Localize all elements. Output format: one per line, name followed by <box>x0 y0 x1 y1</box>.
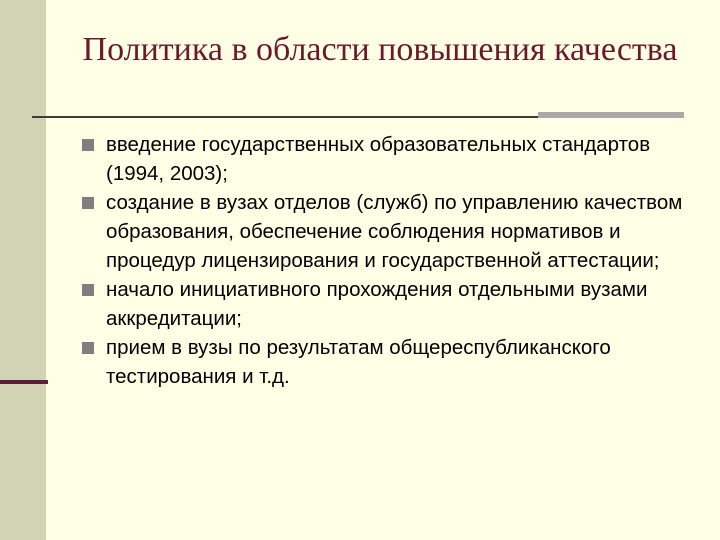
title-divider-accent <box>538 112 684 118</box>
bullet-list <box>82 130 702 391</box>
left-side-band <box>0 0 46 540</box>
square-bullet-icon <box>82 197 94 209</box>
bullet-item <box>82 130 702 188</box>
square-bullet-icon <box>82 342 94 354</box>
side-accent-line <box>0 380 48 384</box>
bullet-item <box>82 333 702 391</box>
square-bullet-icon <box>82 139 94 151</box>
slide-title: Политика в области повышения качества <box>82 31 678 68</box>
bullet-text: начало инициативного прохождения отдельными вузами аккредитации; <box>106 278 648 330</box>
bullet-item <box>82 275 702 333</box>
bullet-item <box>82 188 702 275</box>
square-bullet-icon <box>82 284 94 296</box>
bullet-text: прием в вузы по результатам общереспубликанского тестирования и т.д. <box>106 336 611 388</box>
bullet-text: создание в вузах отделов (служб) по управлению качеством образования, обеспечение соблюдения нормативов и процедур лицензирования и государственной аттестации; <box>106 191 683 272</box>
title-divider <box>32 116 570 118</box>
bullet-text: введение государственных образовательных стандартов (1994, 2003); <box>106 133 651 185</box>
